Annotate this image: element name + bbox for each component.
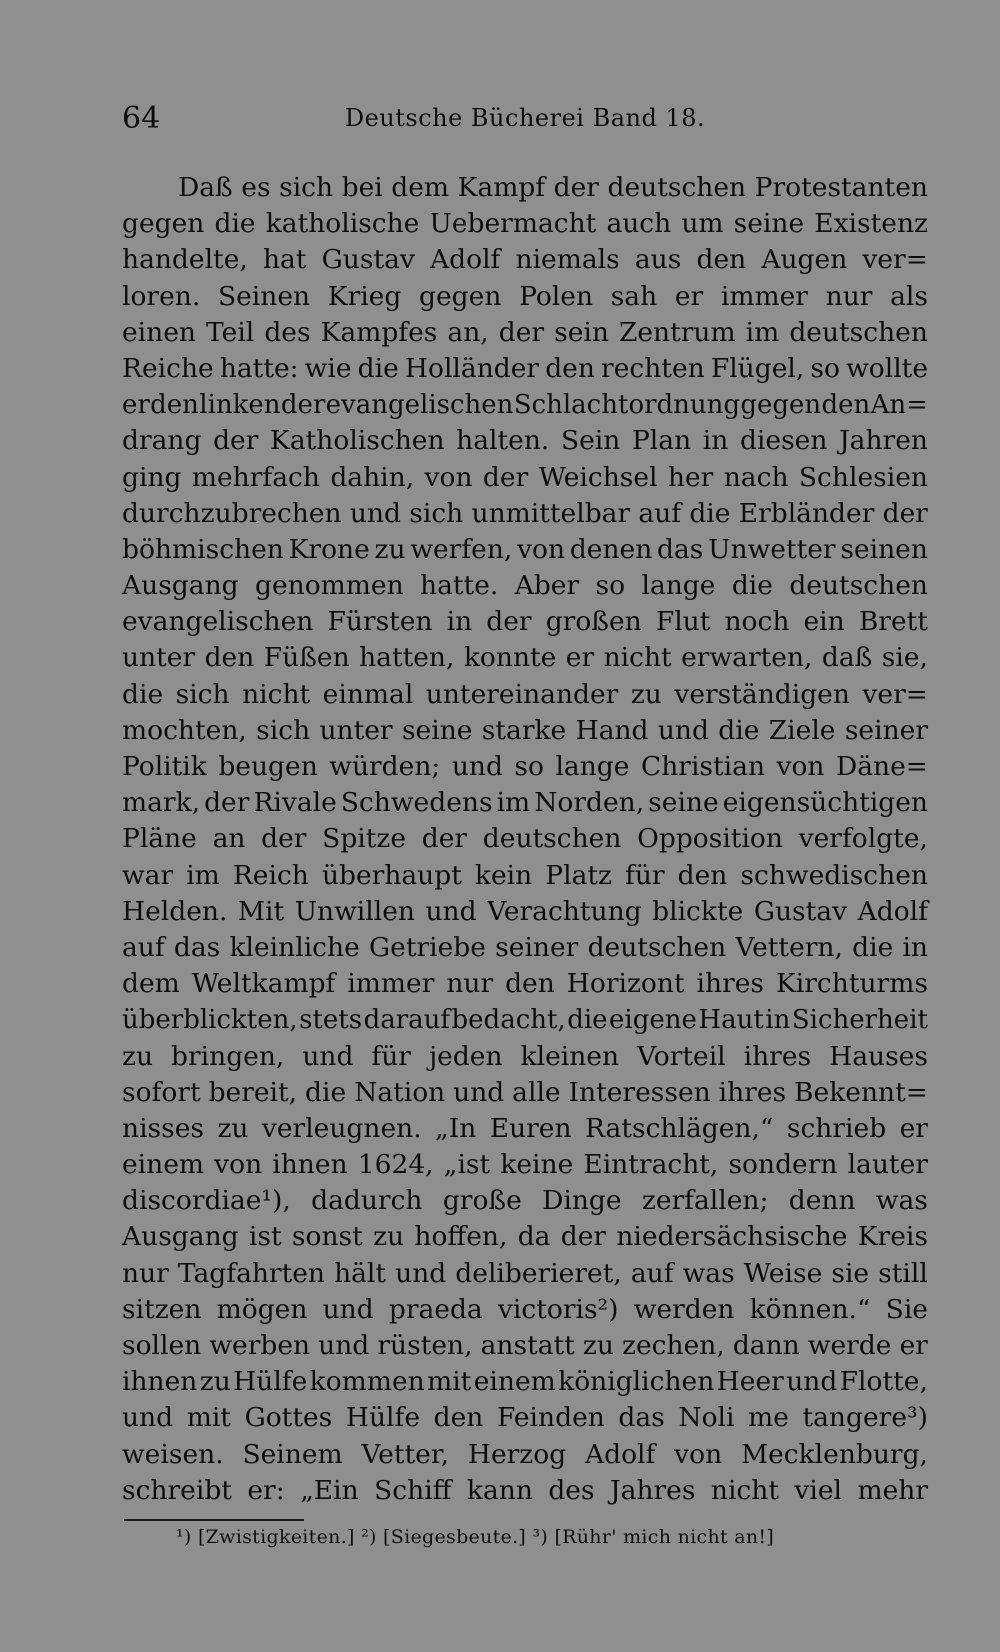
text-line: discordiae¹), dadurch große Dinge zerfallen; denn was (122, 1185, 928, 1217)
text-line: ihnen zu Hülfe kommen mit einem königlichen Heer und Flotte, (122, 1366, 928, 1398)
text-line: auf das kleinliche Getriebe seiner deutschen Vettern, die in (122, 931, 928, 963)
text-line: dem Weltkampf immer nur den Horizont ihres Kirchturms (122, 968, 928, 1000)
text-line: nur Tagfahrten hält und deliberieret, auf was Weise sie still (122, 1257, 928, 1289)
text-line: evangelischen Fürsten in der großen Flut noch ein Brett (122, 606, 928, 638)
text-line: war im Reich überhaupt kein Platz für den schwedischen (122, 859, 928, 891)
text-line: loren. Seinen Krieg gegen Polen sah er immer nur als (122, 280, 928, 312)
text-line: ging mehrfach dahin, von der Weichsel her nach Schlesien (122, 461, 928, 493)
text-line: die sich nicht einmal untereinander zu verständigen ver= (122, 678, 928, 710)
footnote-rule (124, 1519, 304, 1521)
text-line: überblickten, stets darauf bedacht, die eigene Haut in Sicherheit (122, 1005, 928, 1036)
text-line: unter den Füßen hatten, konnte er nicht erwarten, daß sie, (122, 642, 928, 674)
text-line: Helden. Mit Unwillen und Verachtung blickte Gustav Adolf (122, 895, 928, 927)
text-line: nisses zu verleugnen. „In Euren Ratschlägen,“ schrieb er (122, 1112, 928, 1144)
text-line: Ausgang ist sonst zu hoffen, da der niedersächsische Kreis (122, 1221, 928, 1253)
text-line: einen Teil des Kampfes an, der sein Zentrum im deutschen (122, 316, 928, 348)
text-line: sollen werben und rüsten, anstatt zu zechen, dann werde er (122, 1330, 928, 1361)
text-line: Daß es sich bei dem Kampf der deutschen Protestanten (178, 172, 928, 203)
text-line: Politik beugen würden; und so lange Christian von Däne= (122, 751, 928, 782)
text-line: mochten, sich unter seine starke Hand und die Ziele seiner (122, 714, 928, 746)
text-line: Reiche hatte: wie die Holländer den rechten Flügel, so wollte (122, 352, 928, 384)
text-line: und mit Gottes Hülfe den Feinden das Noli me tangere³) (122, 1402, 928, 1434)
footnotes: ¹) [Zwistigkeiten.] ²) [Siegesbeute.] ³) [Rühr' mich nicht an!] (176, 1526, 775, 1548)
page-header (122, 96, 928, 140)
text-line: böhmischen Krone zu werfen, von denen das Unwetter seinen (122, 533, 928, 565)
text-line: gegen die katholische Uebermacht auch um seine Existenz (122, 208, 928, 240)
text-line: zu bringen, und für jeden kleinen Vorteil ihres Hauses (122, 1040, 928, 1072)
text-line: sitzen mögen und praeda victoris²) werden können.“ Sie (122, 1293, 928, 1325)
text-line: durchzubrechen und sich unmittelbar auf die Erbländer der (122, 497, 928, 529)
body-text (122, 170, 928, 1509)
running-title: Deutsche Bücherei Band 18. (344, 104, 706, 132)
text-line: weisen. Seinem Vetter, Herzog Adolf von Mecklenburg, (122, 1438, 928, 1470)
text-line: Ausgang genommen hatte. Aber so lange die deutschen (122, 570, 928, 602)
text-line: handelte, hat Gustav Adolf niemals aus den Augen ver= (122, 244, 928, 276)
text-line: er den linken der evangelischen Schlachtordnung gegen den An= (122, 390, 928, 421)
text-line: drang der Katholischen halten. Sein Plan in diesen Jahren (122, 425, 928, 457)
text-line: sofort bereit, die Nation und alle Interessen ihres Bekennt= (122, 1076, 928, 1108)
text-line: mark, der Rivale Schwedens im Norden, seine eigensüchtigen (122, 787, 928, 819)
text-line: Pläne an der Spitze der deutschen Opposition verfolgte, (122, 823, 928, 855)
page-number: 64 (122, 100, 161, 136)
text-line: einem von ihnen 1624, „ist keine Eintracht, sondern lauter (122, 1149, 928, 1181)
text-line: schreibt er: „Ein Schiff kann des Jahres nicht viel mehr (122, 1474, 928, 1506)
